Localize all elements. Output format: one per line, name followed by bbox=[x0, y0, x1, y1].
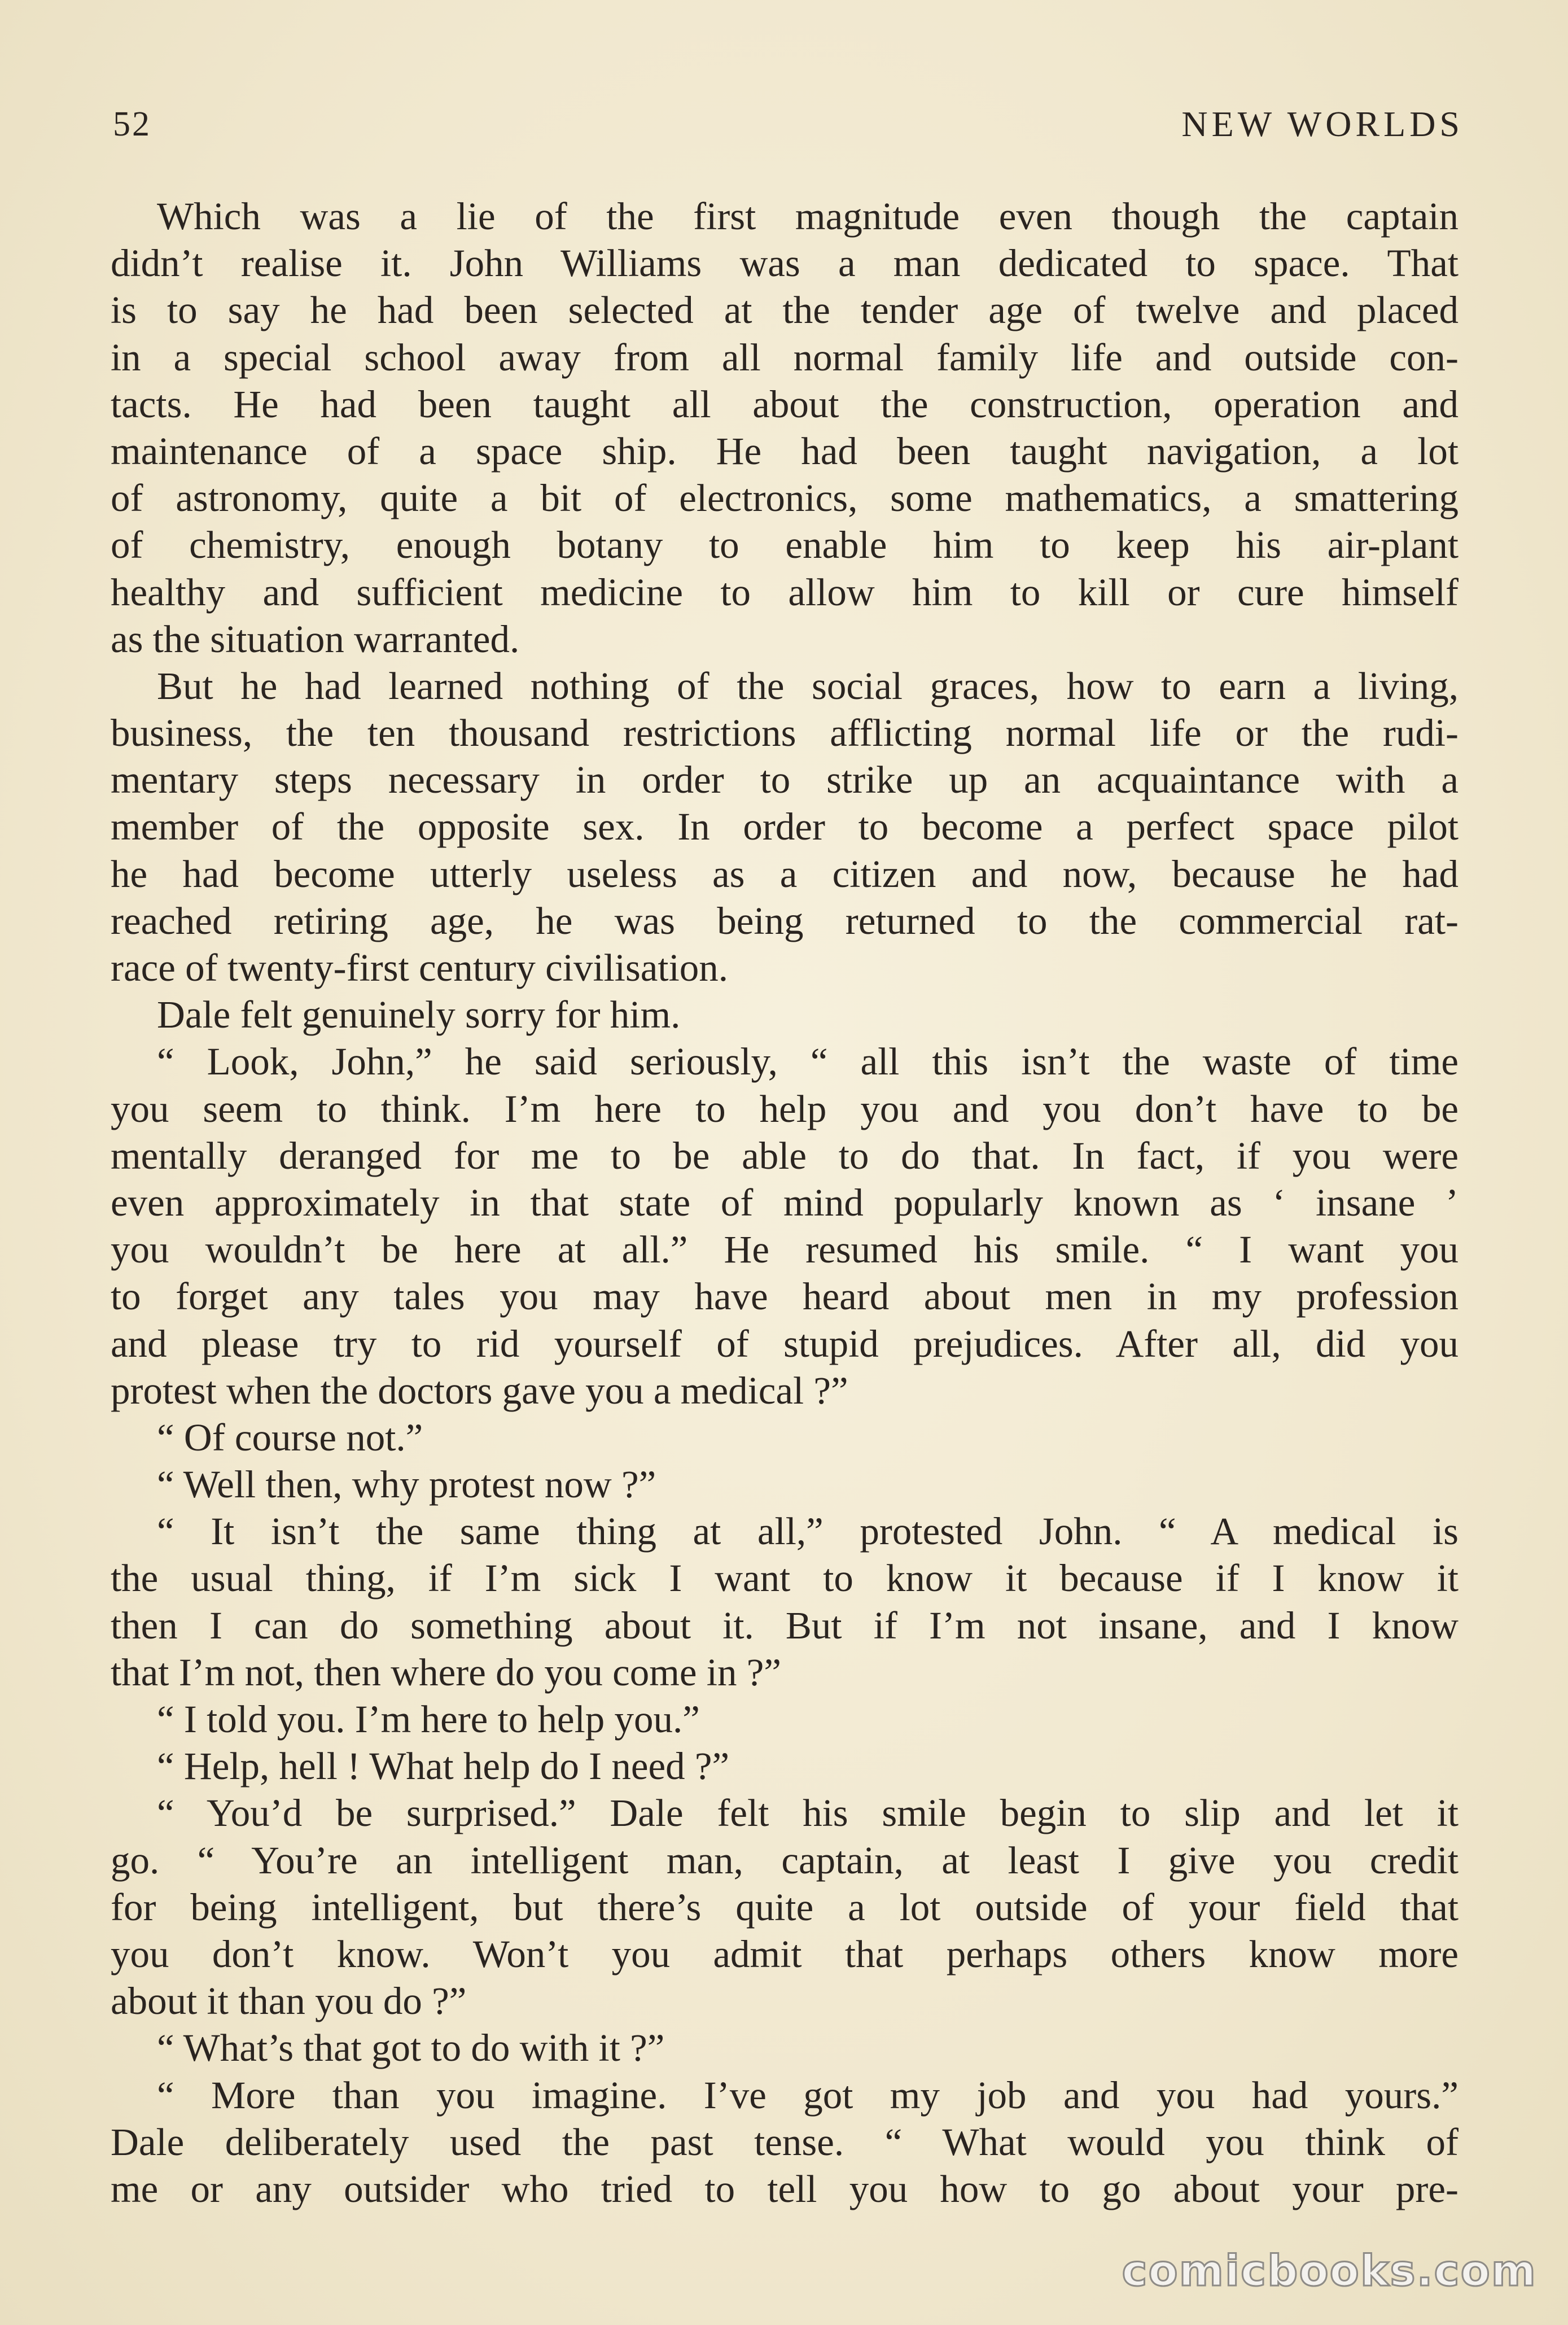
watermark-logo: comicbooks.com bbox=[1122, 2245, 1537, 2296]
text-line: you seem to think. I’m here to help you and you don’t have to be bbox=[111, 1087, 1458, 1130]
text-line: of chemistry, enough botany to enable him to keep his air-plant bbox=[111, 523, 1458, 567]
body-text bbox=[111, 193, 1458, 2213]
page-header bbox=[113, 96, 1464, 152]
text-line: didn’t realise it. John Williams was a man dedicated to space. That bbox=[111, 242, 1458, 285]
text-line: “ What’s that got to do with it ?” bbox=[157, 2026, 665, 2070]
text-line: mentary steps necessary in order to strike up an acquaintance with a bbox=[111, 758, 1458, 802]
text-line: “ Well then, why protest now ?” bbox=[157, 1463, 656, 1506]
text-line: go. “ You’re an intelligent man, captain, at least I give you credit bbox=[111, 1838, 1458, 1882]
text-line: the usual thing, if I’m sick I want to know it because if I know it bbox=[111, 1557, 1458, 1600]
text-line: “ Of course not.” bbox=[157, 1415, 423, 1459]
text-line: he had become utterly useless as a citizen and now, because he had bbox=[111, 852, 1458, 895]
text-line: Which was a lie of the first magnitude even though the captain bbox=[157, 195, 1458, 238]
text-line: tacts. He had been taught all about the construction, operation and bbox=[111, 382, 1458, 426]
page-number: 52 bbox=[113, 104, 151, 143]
text-line: me or any outsider who tried to tell you how to go about your pre- bbox=[111, 2167, 1458, 2210]
text-line: “ It isn’t the same thing at all,” protested John. “ A medical is bbox=[157, 1510, 1458, 1553]
text-line: in a special school away from all normal family life and outside con- bbox=[111, 335, 1458, 379]
running-head: NEW WORLDS bbox=[1181, 104, 1464, 144]
text-line: “ I told you. I’m here to help you.” bbox=[157, 1698, 700, 1741]
text-line: then I can do something about it. But if I’m not insane, and I know bbox=[111, 1603, 1458, 1647]
text-line: race of twenty-first century civilisation. bbox=[111, 946, 729, 989]
text-line: “ Help, hell ! What help do I need ?” bbox=[157, 1745, 730, 1788]
text-line: mentally deranged for me to be able to do that. In fact, if you were bbox=[111, 1134, 1458, 1177]
text-line: you don’t know. Won’t you admit that perhaps others know more bbox=[111, 1932, 1458, 1976]
text-line: that I’m not, then where do you come in ?” bbox=[111, 1650, 781, 1694]
text-line: you wouldn’t be here at all.” He resumed his smile. “ I want you bbox=[111, 1228, 1458, 1271]
text-line: Dale deliberately used the past tense. “ What would you think of bbox=[111, 2120, 1458, 2164]
text-line: “ You’d be surprised.” Dale felt his smile begin to slip and let it bbox=[157, 1791, 1458, 1835]
text-line: Dale felt genuinely sorry for him. bbox=[157, 993, 681, 1037]
text-line: is to say he had been selected at the tender age of twelve and placed bbox=[111, 289, 1458, 332]
text-line: But he had learned nothing of the social graces, how to earn a living, bbox=[157, 664, 1458, 707]
text-line: for being intelligent, but there’s quite a lot outside of your field that bbox=[111, 1885, 1458, 1929]
text-line: and please try to rid yourself of stupid prejudices. After all, did you bbox=[111, 1322, 1458, 1365]
text-line: about it than you do ?” bbox=[111, 1979, 467, 2023]
text-line: business, the ten thousand restrictions afflicting normal life or the rudi- bbox=[111, 711, 1458, 755]
text-line: even approximately in that state of mind popularly known as ‘ insane ’ bbox=[111, 1181, 1458, 1224]
text-line: maintenance of a space ship. He had been taught navigation, a lot bbox=[111, 429, 1458, 473]
text-line: “ Look, John,” he said seriously, “ all this isn’t the waste of time bbox=[157, 1040, 1458, 1083]
text-line: of astronomy, quite a bit of electronics, some mathematics, a smattering bbox=[111, 477, 1458, 520]
text-line: protest when the doctors gave you a medical ?” bbox=[111, 1369, 848, 1412]
text-line: “ More than you imagine. I’ve got my job and you had yours.” bbox=[157, 2073, 1458, 2117]
text-line: as the situation warranted. bbox=[111, 617, 520, 661]
text-line: to forget any tales you may have heard about men in my profession bbox=[111, 1275, 1458, 1318]
text-line: member of the opposite sex. In order to become a perfect space pilot bbox=[111, 805, 1458, 849]
text-line: reached retiring age, he was being returned to the commercial rat- bbox=[111, 899, 1458, 942]
text-line: healthy and sufficient medicine to allow him to kill or cure himself bbox=[111, 570, 1458, 614]
